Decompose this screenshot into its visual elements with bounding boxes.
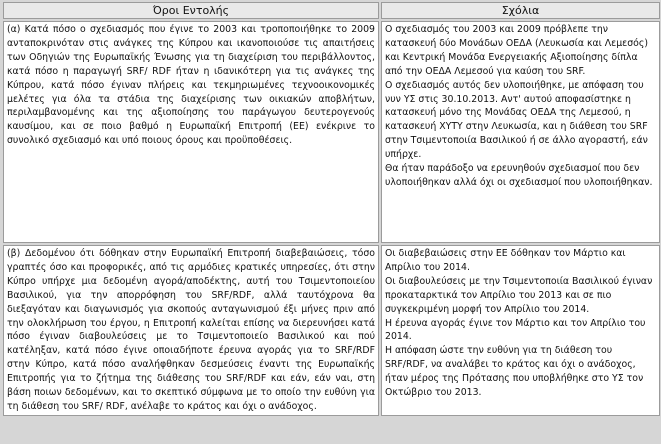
header-comments: Σχόλια [381, 2, 660, 19]
comment-cell [381, 21, 660, 243]
term-cell [3, 21, 379, 243]
term-text: (α) Κατά πόσο ο σχεδιασμός που έγινε το 2003 και τροποποιήθηκε το 2009 ανταποκρινόταν στις ανάγκες της Κύπρου και ικανοποιούσε τις απαιτήσεις των Οδηγιών της Ευρωπαϊκής Ένωσης για τη διαχείριση του περιβάλλοντος, κατά πόσο η παραγωγή SRF/ RDF ήταν η ιδανικότερη για τις ανάγκες της Κύπρου, κατά πόσο έγιναν πλήρεις και τεκμηριωμένες τεχνοοικονομικές μελέτες για όλα τα στάδια της διαχείρισης των οικιακών αποβλήτων, περιλαμβανομένης και της αξιοποίησης του παράγωγου δευτερογενούς καυσίμου, και σε ποιο βαθμό η Ευρωπαϊκή Επιτροπή (ΕΕ) ενέκρινε το συνολικό σχεδιασμό και υπό ποιους όρους και προϋποθέσεις. [7, 24, 375, 147]
comment-text: Ο σχεδιασμός του 2003 και 2009 πρόβλεπε την κατασκευή δύο Μονάδων ΟΕΔΑ (Λευκωσία και Λεμεσός) και Κεντρική Μονάδα Ενεργειακής Αξιοποίησης δίπλα από την ΟΕΔΑ Λεμεσού για καύση του SRF. Ο σχεδιασμός αυτός δεν υλοποιήθηκε, με απόφαση του νυν ΥΣ στις 30.10.2013. Αντ' αυτού αποφασίστηκε η κατασκευή μόνο της Μονάδας ΟΕΔΑ της Λεμεσού, η κατασκευή ΧΥΤΥ στην Λευκωσία, και η διάθεση του SRF στην Τσιμεντοποιία Βασιλικού ή σε άλλο αγοραστή, εάν υπήρχε. Θα ήταν παράδοξο να ερευνηθούν σχεδιασμοί που δεν υλοποιήθηκαν αλλά όχι οι σχεδιασμοί που υλοποιήθηκαν. [385, 24, 653, 188]
table-header-row [3, 2, 660, 19]
comment-cell [381, 245, 660, 416]
term-text: (β) Δεδομένου ότι δόθηκαν στην Ευρωπαϊκή Επιτροπή διαβεβαιώσεις, τόσο γραπτές όσο και προφορικές, από τις αρμόδιες κρατικές υπηρεσίες, ότι στην Κύπρο υπήρχε μια δεδομένη αγορά/αποδέκτης, αυτή του Τσιμεντοποιείου Βασιλικού, για την απορρόφηση του SRF/RDF, αλλά ταυτόχρονα θα διεξαγόταν και διαγωνισμός για σκοπούς ανταγωνισμού έξι μήνες πριν από την ολοκλήρωση του έργου, η Επιτροπή καλείται επίσης να διερευνήσει κατά πόσο έγιναν διαβουλεύσεις με το Τσιμεντοποιείο Βασιλικού και πού κατέληξαν, κατά πόσο έγινε οποιαδήποτε έρευνα αγοράς για το SRF/RDF στην Κύπρο, κατά πόσο αναλήφθηκαν δεσμεύσεις έναντι της Ευρωπαϊκής Επιτροπής για το ζήτημα της διάθεσης του SRF/RDF και εάν, εάν ναι, στη βάση ποιων δεδομένων, και το σκεπτικό σύμφωνα με το οποίο την ευθύνη για τη διάθεση του SRF/ RDF, ανέλαβε το κράτος και όχι ο ανάδοχος. [7, 248, 375, 412]
header-terms: Όροι Εντολής [3, 2, 379, 19]
terms-comments-table [1, 0, 661, 418]
term-cell [3, 245, 379, 416]
table-row [3, 245, 660, 416]
comment-text: Οι διαβεβαιώσεις στην ΕΕ δόθηκαν τον Μάρτιο και Απρίλιο του 2014. Οι διαβουλεύσεις με την Τσιμεντοποιία Βασιλικού έγιναν προκαταρκτικά τον Απρίλιο του 2013 και σε πιο συγκεκριμένη μορφή τον Απρίλιο του 2014. Η έρευνα αγοράς έγινε τον Μάρτιο και τον Απρίλιο του 2014. Η απόφαση ώστε την ευθύνη για τη διάθεση του SRF/RDF, να αναλάβει το κράτος και όχι ο ανάδοχος, ήταν μέρος της Πρότασης που υποβλήθηκε στο ΥΣ τον Οκτώβριο του 2013. [385, 248, 653, 399]
table-row [3, 21, 660, 243]
